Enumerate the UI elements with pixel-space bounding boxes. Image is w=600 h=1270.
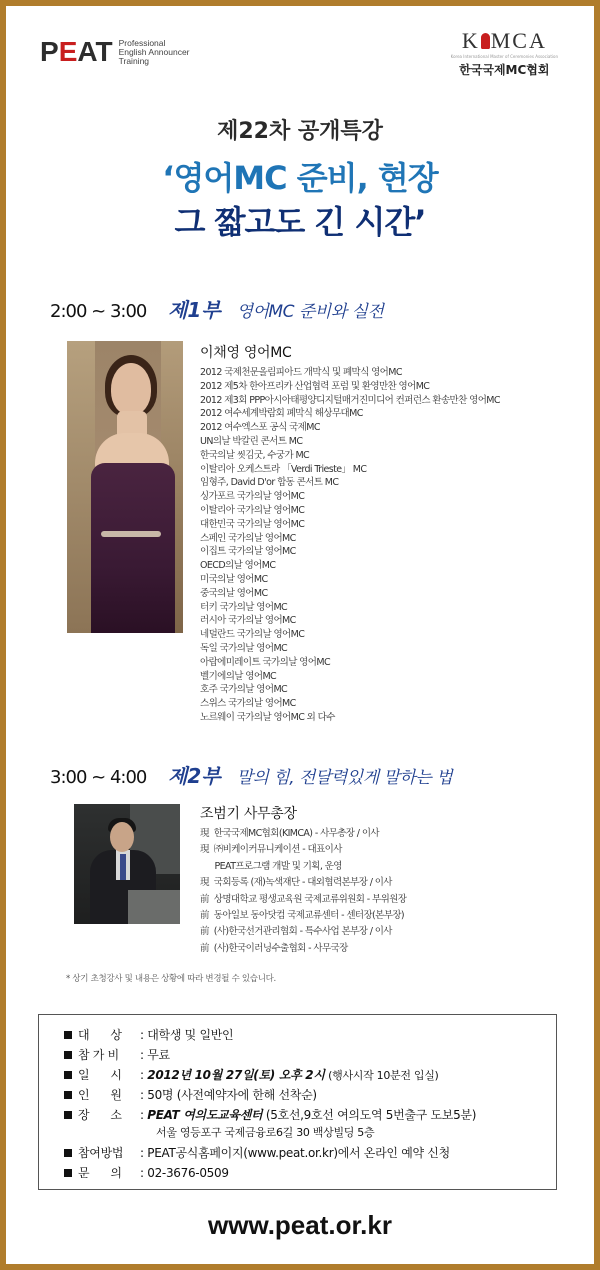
info-value-venue: PEAT 여의도교육센터 <box>147 1108 263 1122</box>
credential-item: 벨기에의날 영어MC <box>200 670 277 682</box>
info-value-note: (5호선,9호선 여의도역 5번출구 도보5분) <box>265 1108 477 1122</box>
credential-item: OECD의날 영어MC <box>200 560 276 572</box>
session-2-header <box>50 760 590 789</box>
session-topic: 말의 힘, 전달력있게 말하는 법 <box>236 768 453 788</box>
credential-item: 호주 국가의날 영어MC <box>200 684 288 696</box>
speaker-2-credentials <box>200 826 406 957</box>
credential-item: 네덜란드 국가의날 영어MC <box>200 629 305 641</box>
info-address: 서울 영등포구 국제금융로6길 30 백상빌딩 5층 <box>156 1126 375 1139</box>
speaker-1-credentials <box>200 366 500 725</box>
credential-item: 現 한국국제MC협회(KIMCA) - 사무총장 / 이사 <box>200 828 379 839</box>
info-label: 대 상 <box>78 1028 122 1042</box>
peat-logo <box>40 36 190 68</box>
credential-item: 2012 여수엑스포 공식 국제MC <box>200 422 320 434</box>
credential-item: 싱가포르 국가의날 영어MC <box>200 491 305 503</box>
bullet-square <box>64 1031 72 1039</box>
peat-tagline-line: Training <box>118 55 150 66</box>
peat-logo-tagline <box>119 39 190 66</box>
bullet-square <box>64 1149 72 1157</box>
bullet-square <box>64 1051 72 1059</box>
info-colon: : <box>140 1088 148 1102</box>
change-notice: * 상기 초청강사 및 내용은 상황에 따라 변경될 수 있습니다. <box>66 974 276 984</box>
session-part: 제1부 <box>168 298 221 322</box>
session-time: 3:00 ~ 4:00 <box>50 767 147 788</box>
poster <box>6 6 594 1264</box>
credential-item: 現 국회등록 (재)녹색재단 - 대외협력본부장 / 이사 <box>200 877 392 889</box>
info-value: 무료 <box>147 1048 170 1062</box>
info-label: 문 의 <box>78 1166 122 1180</box>
credential-item: 2012 국제천문올림피아드 개막식 및 폐막식 영어MC <box>200 367 402 378</box>
info-colon: : <box>140 1028 148 1042</box>
credential-item: 한국의날 씻김굿, 수궁가 MC <box>200 449 310 461</box>
credential-item: 스위스 국가의날 영어MC <box>200 698 296 710</box>
info-date <box>64 1066 439 1083</box>
credential-item: 독일 국가의날 영어MC <box>200 642 288 654</box>
bullet-square <box>64 1111 72 1119</box>
info-value: 02-3676-0509 <box>147 1166 229 1180</box>
info-value-note: (행사시작 10분전 입실) <box>328 1069 439 1082</box>
speaker-1-photo <box>67 341 183 633</box>
info-label: 참 가 비 <box>78 1048 119 1062</box>
info-value-date: 2012년 10월 27일(토) 오후 2시 <box>147 1068 325 1082</box>
info-value: 대학생 및 일반인 <box>147 1028 234 1042</box>
session-1-header <box>50 294 590 323</box>
event-title-line2: 그 짧고도 긴 시간’ <box>174 203 426 241</box>
info-colon: : <box>140 1146 148 1160</box>
bullet-square <box>64 1169 72 1177</box>
credential-item: 이탈리아 오케스트라 「Verdi Trieste」 MC <box>200 463 367 475</box>
session-topic: 영어MC 준비와 실전 <box>236 302 384 322</box>
info-colon: : <box>140 1068 148 1082</box>
credential-item: 2012 여수세계박람회 폐막식 해상무대MC <box>200 408 363 420</box>
event-title <box>6 156 594 244</box>
session-time: 2:00 ~ 3:00 <box>50 301 147 322</box>
info-fee <box>64 1046 170 1063</box>
credential-item: 現 ㈜비케이커뮤니케이션 - 대표이사 <box>200 844 342 856</box>
bullet-square <box>64 1091 72 1099</box>
info-value: 50명 (사전예약자에 한해 선착순) <box>147 1088 317 1102</box>
info-capacity <box>64 1086 317 1103</box>
event-subtitle: 제22차 공개특강 <box>217 119 383 144</box>
info-target <box>64 1026 233 1043</box>
credential-item: 스페인 국가의날 영어MC <box>200 532 296 544</box>
bullet-square <box>64 1071 72 1079</box>
credential-item: 前 (사)한국이러닝수출협회 - 사무국장 <box>200 942 348 954</box>
kimca-logo <box>451 28 558 78</box>
info-label: 인 원 <box>78 1088 122 1102</box>
speaker-1-name: 이채영 영어MC <box>200 345 292 361</box>
kimca-logo-name: 한국국제MC협회 <box>459 63 550 77</box>
credential-item: 前 상명대학교 평생교육원 국제교류위원회 - 부위원장 <box>200 893 407 905</box>
credential-item: 前 동아일보 동아닷컴 국제교류센터 - 센터장(본부장) <box>200 910 405 922</box>
info-signup <box>64 1144 450 1161</box>
info-label: 장 소 <box>78 1108 122 1122</box>
peat-tagline-line: English Announcer <box>118 46 190 57</box>
session-part: 제2부 <box>168 764 221 788</box>
info-label: 참여방법 <box>78 1146 124 1160</box>
credential-item: PEAT프로그램 개발 및 기획, 운영 <box>200 860 342 872</box>
info-value: PEAT공식홈페이지(www.peat.or.kr)에서 온라인 예약 신청 <box>147 1146 450 1160</box>
credential-item: 터키 국가의날 영어MC <box>200 601 288 613</box>
info-contact <box>64 1164 229 1181</box>
credential-item: 이집트 국가의날 영어MC <box>200 546 296 558</box>
kimca-logo-mark: K MCA <box>461 28 547 53</box>
kimca-logo-sub: Korea International Master of Ceremonies Association <box>450 54 558 59</box>
event-title-line1: ‘영어MC 준비, 현장 <box>162 159 438 197</box>
microphone-icon <box>481 33 490 49</box>
credential-item: 아랍에미레이트 국가의날 영어MC <box>200 656 330 668</box>
info-colon: : <box>140 1166 148 1180</box>
info-venue <box>64 1106 476 1123</box>
credential-item: 前 (사)한국선거관리협회 - 특수사업 본부장 / 이사 <box>200 926 392 938</box>
info-colon: : <box>140 1048 148 1062</box>
website-url[interactable]: www.peat.or.kr <box>208 1210 392 1240</box>
credential-item: 미국의날 영어MC <box>200 573 268 585</box>
credential-item: 2012 제5차 한아프리카 산업협력 포럼 및 환영만찬 영어MC <box>200 380 430 392</box>
credential-item: 2012 제3회 PPP아시아태평양디지털매거진미디어 컨퍼런스 환송만찬 영어MC <box>200 394 500 406</box>
credential-item: UN의날 박칼린 콘서트 MC <box>200 435 303 447</box>
credential-item: 노르웨이 국가의날 영어MC 외 다수 <box>200 711 335 723</box>
credential-item: 임형주, David D'or 합동 콘서트 MC <box>200 477 339 489</box>
credential-item: 이탈리아 국가의날 영어MC <box>200 504 305 516</box>
peat-logo-word: PEAT <box>40 36 113 67</box>
speaker-2-photo <box>74 804 180 924</box>
info-colon: : <box>140 1108 148 1122</box>
peat-tagline-line: Professional <box>118 37 166 48</box>
credential-item: 러시아 국가의날 영어MC <box>200 615 296 627</box>
credential-item: 중국의날 영어MC <box>200 587 268 599</box>
info-label: 일 시 <box>78 1068 122 1082</box>
speaker-2-name: 조범기 사무총장 <box>200 806 297 822</box>
credential-item: 대한민국 국가의날 영어MC <box>200 518 305 530</box>
